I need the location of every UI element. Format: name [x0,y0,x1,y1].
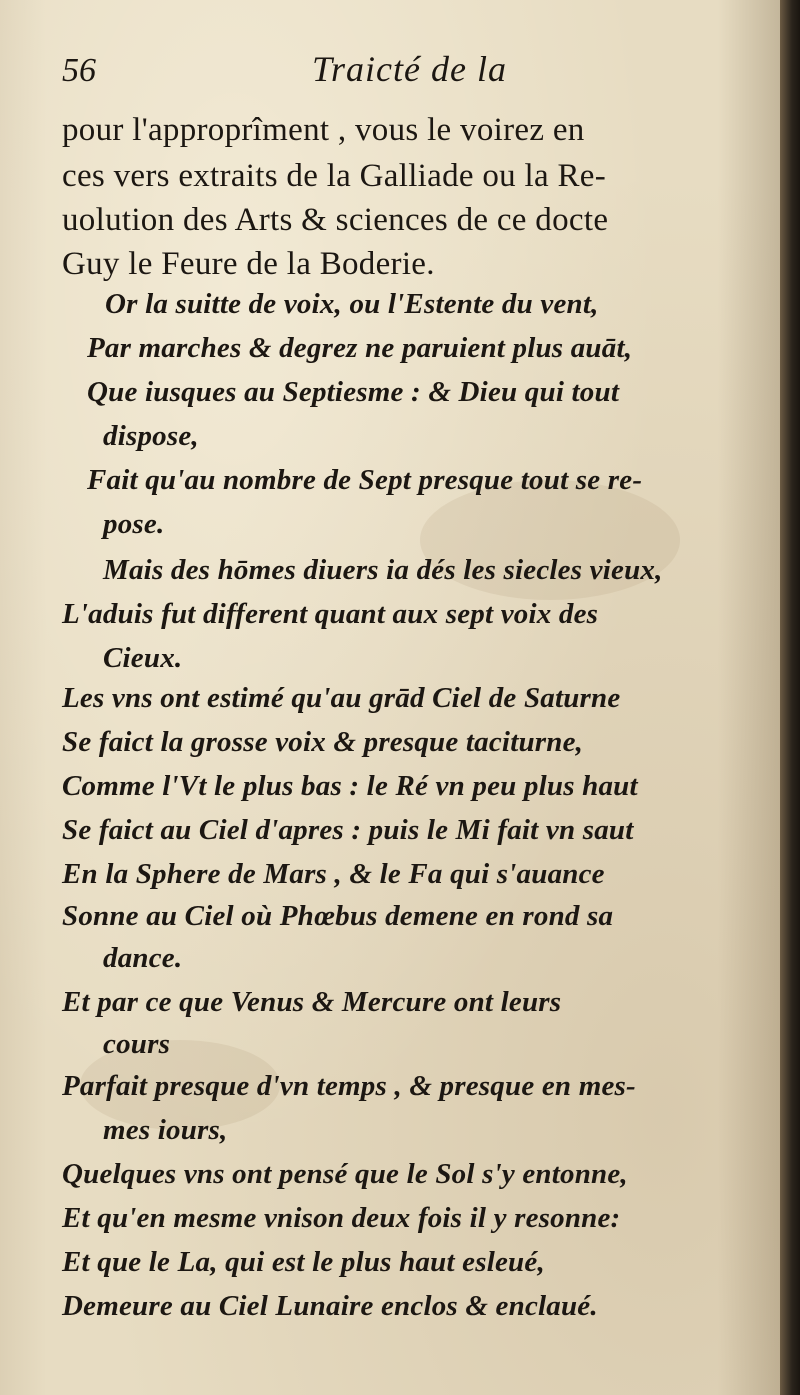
verse-line: Et qu'en mesme vnison deux fois il y resonne: [62,1202,621,1234]
verse-line: mes iours, [103,1114,228,1146]
book-spine-shadow [780,0,800,1395]
verse-line: Se faict la grosse voix & presque taciturne, [62,726,584,758]
verse-line: En la Sphere de Mars , & le Fa qui s'auance [62,858,605,890]
verse-line: Sonne au Ciel où Phœbus demene en rond sa [62,900,614,932]
verse-line: Et par ce que Venus & Mercure ont leurs [62,986,562,1018]
verse-line: Cieux. [103,642,183,674]
verse-line: dispose, [103,420,199,452]
verse-line: Demeure au Ciel Lunaire enclos & enclaué. [62,1290,598,1322]
verse-line: Que iusques au Septiesme : & Dieu qui tout [87,376,620,408]
running-head: Traicté de la [312,49,507,89]
text-line: uolution des Arts & sciences de ce docte [62,202,609,238]
text-line: ces vers extraits de la Galliade ou la Re- [62,158,607,194]
verse-line: Parfait presque d'vn temps , & presque en mes- [62,1070,636,1102]
verse-line: Comme l'Vt le plus bas : le Ré vn peu plus haut [62,770,638,802]
verse-line: cours [103,1028,171,1060]
verse-line: Fait qu'au nombre de Sept presque tout se re- [87,464,643,496]
verse-line: Les vns ont estimé qu'au grād Ciel de Saturne [62,682,621,714]
verse-line: Se faict au Ciel d'apres : puis le Mi fait vn saut [62,814,634,846]
verse-line: L'aduis fut different quant aux sept voix des [62,598,599,630]
verse-line: pose. [103,508,165,540]
verse-line: Quelques vns ont pensé que le Sol s'y entonne, [62,1158,628,1190]
verse-line: dance. [103,942,183,974]
text-line: pour l'approprîment , vous le voirez en [62,112,585,148]
verse-line: Mais des hōmes diuers ia dés les siecles vieux, [103,554,663,586]
verse-line: Par marches & degrez ne paruient plus auāt, [87,332,633,364]
page-header [62,48,732,98]
verse-line: Or la suitte de voix, ou l'Estente du vent, [105,288,599,320]
page-number: 56 [62,52,96,89]
verse-line: Et que le La, qui est le plus haut esleué, [62,1246,545,1278]
text-line: Guy le Feure de la Boderie. [62,246,435,282]
